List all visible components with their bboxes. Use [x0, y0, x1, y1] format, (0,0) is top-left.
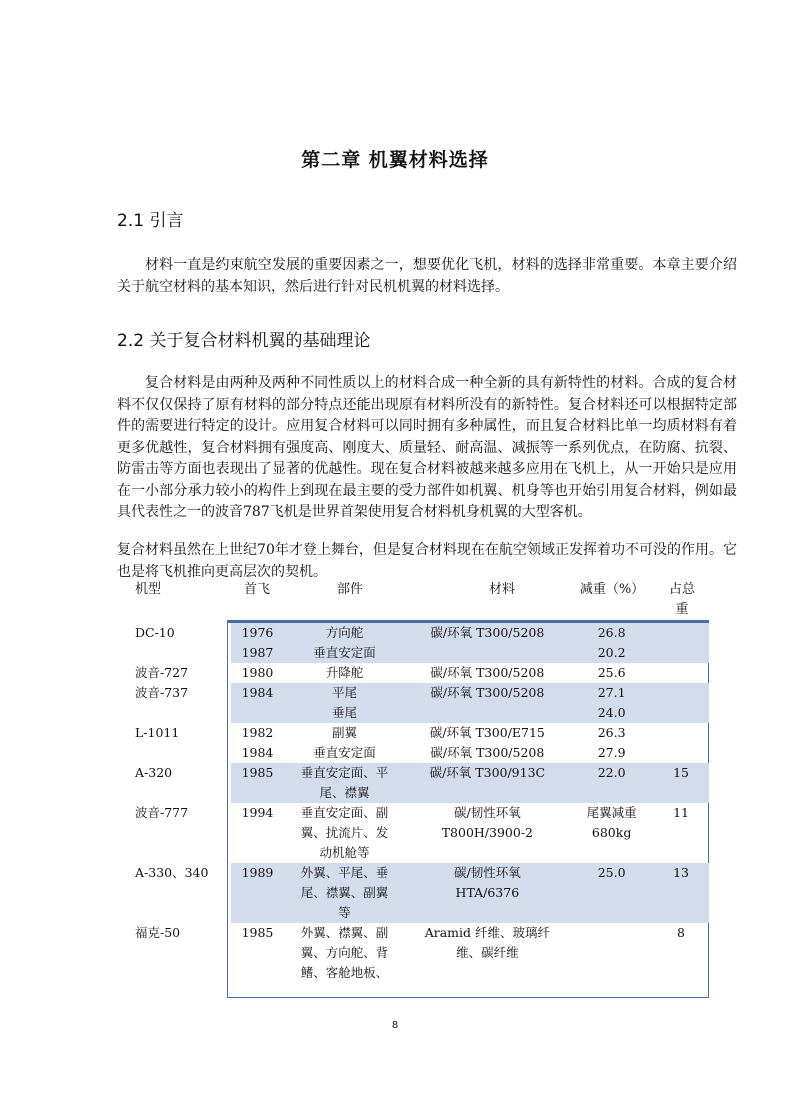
table-cell-share: 11 — [673, 805, 689, 820]
table-row — [127, 683, 709, 723]
header-parts: 部件 — [336, 582, 363, 597]
composite-paragraph-2: 复合材料虽然在上世纪70年才登上舞台，但是复合材料现在在航空领域正发挥着功不可没的作用。它也是将飞机推向更高层次的契机。 — [117, 542, 737, 580]
table-cell-first-flight: 1982 1984 — [241, 725, 274, 760]
table-cell-first-flight: 1989 — [231, 863, 285, 923]
table-cell-model: A-330、340 — [135, 865, 209, 880]
section-heading-composite: 2.2 关于复合材料机翼的基础理论 — [117, 331, 371, 351]
header-material: 材料 — [488, 582, 515, 597]
table-cell-material: 碳/韧性环氧 T800H/3900-2 — [441, 805, 533, 840]
materials-table — [127, 623, 709, 983]
table-cell-weight-reduction — [570, 923, 653, 983]
table-cell-share — [653, 723, 709, 763]
table-cell-model: L-1011 — [135, 725, 180, 740]
table-cell-model: DC-10 — [135, 625, 175, 640]
table-cell-first-flight: 1980 — [241, 665, 274, 680]
table-cell-model: 福克-50 — [135, 925, 181, 940]
table-cell-share: 15 — [653, 763, 709, 803]
table-cell-parts: 方向舵 垂直安定面 — [284, 623, 404, 663]
table-cell-weight-reduction: 尾翼减重 680kg — [586, 805, 637, 840]
table-cell-parts: 垂直安定面、副 翼、扰流片、发 动机舱等 — [300, 805, 389, 860]
table-row — [127, 623, 709, 663]
table-cell-share: 13 — [653, 863, 709, 923]
header-first-flight: 首飞 — [243, 582, 270, 597]
table-header — [117, 580, 737, 620]
table-cell-share — [653, 683, 709, 723]
table-cell-weight-reduction: 27.1 24.0 — [570, 683, 653, 723]
table-cell-share: 8 — [677, 925, 685, 940]
table-cell-model: 波音-737 — [135, 685, 189, 700]
table-cell-weight-reduction: 25.6 — [597, 665, 626, 680]
table-row — [127, 923, 709, 983]
table-cell-parts: 平尾 垂尾 — [284, 683, 404, 723]
table-cell-parts: 升降舵 — [325, 665, 364, 680]
chapter-title: 第二章 机翼材料选择 — [301, 149, 489, 171]
table-cell-parts: 外翼、襟翼、副 翼、方向舵、背 鳍、客舱地板、 — [300, 925, 389, 980]
composite-paragraph: 复合材料是由两种及两种不同性质以上的材料合成一种全新的具有新特性的材料。合成的复合材料不仅仅保持了原有材料的部分特点还能出现原有材料所没有的新特性。复合材料还可以根据特定部件的需要进行特定的设计。应用复合材料可以同时拥有多种属性，而且复合材料比单一均质材料有着更多优越性，复合材料拥有强度高、刚度大、质量轻、耐高温、减振等一系列优点，在防腐、抗裂、防雷击等方面也表现出了显著的优越性。现在复合材料被越来越多应用在飞机上，从一开始只是应用在一小部分承力较小的构件上到现在最主要的受力部件如机翼、机身等也开始引用复合材料，例如最具代表性之一的波音787飞机是世界首架使用复合材料机身机翼的大型客机。 — [117, 375, 737, 520]
header-share: 占总 重 — [668, 582, 695, 617]
table-cell-first-flight: 1976 1987 — [231, 623, 285, 663]
table-row — [127, 863, 709, 923]
table-cell-parts: 副翼 垂直安定面 — [313, 725, 376, 760]
intro-paragraph: 材料一直是约束航空发展的重要因素之一，想要优化飞机，材料的选择非常重要。本章主要介绍关于航空材料的基本知识，然后进行针对民机机翼的材料选择。 — [117, 257, 737, 295]
table-cell-material: 碳/韧性环氧 HTA/6376 — [405, 863, 571, 923]
table-cell-material: 碳/环氧 T300/5208 — [405, 623, 571, 663]
table-cell-first-flight: 1994 — [241, 805, 274, 820]
table-cell-model: A-320 — [135, 765, 173, 780]
table-cell-first-flight: 1985 — [241, 925, 274, 940]
header-weight-reduction: 减重（%） — [579, 582, 645, 597]
table-cell-first-flight: 1985 — [231, 763, 285, 803]
table-cell-parts: 垂直安定面、平 尾、襟翼 — [284, 763, 404, 803]
table-cell-material: Aramid 纤维、玻璃纤 维、碳纤维 — [424, 925, 550, 960]
table-cell-first-flight: 1984 — [231, 683, 285, 723]
table-row — [127, 803, 709, 863]
table-cell-material: 碳/环氧 T300/5208 — [430, 665, 545, 680]
table-cell-share — [653, 663, 709, 683]
table-cell-model: 波音-777 — [135, 805, 189, 820]
table-cell-share — [653, 623, 709, 663]
table-cell-material: 碳/环氧 T300/5208 — [405, 683, 571, 723]
table-row — [127, 723, 709, 763]
table-row — [127, 663, 709, 683]
header-model: 机型 — [135, 582, 162, 597]
table-cell-parts: 外翼、平尾、垂 尾、襟翼、副翼 等 — [284, 863, 404, 923]
table-cell-model: 波音-727 — [135, 665, 189, 680]
page-number: 8 — [391, 1020, 399, 1031]
table-cell-weight-reduction: 22.0 — [570, 763, 653, 803]
table-cell-weight-reduction: 26.8 20.2 — [570, 623, 653, 663]
table-cell-material: 碳/环氧 T300/913C — [405, 763, 571, 803]
table-cell-weight-reduction: 25.0 — [570, 863, 653, 923]
table-cell-material: 碳/环氧 T300/E715 碳/环氧 T300/5208 — [429, 725, 545, 760]
table-cell-weight-reduction: 26.3 27.9 — [597, 725, 626, 760]
table-row — [127, 763, 709, 803]
section-heading-intro: 2.1 引言 — [117, 211, 184, 231]
